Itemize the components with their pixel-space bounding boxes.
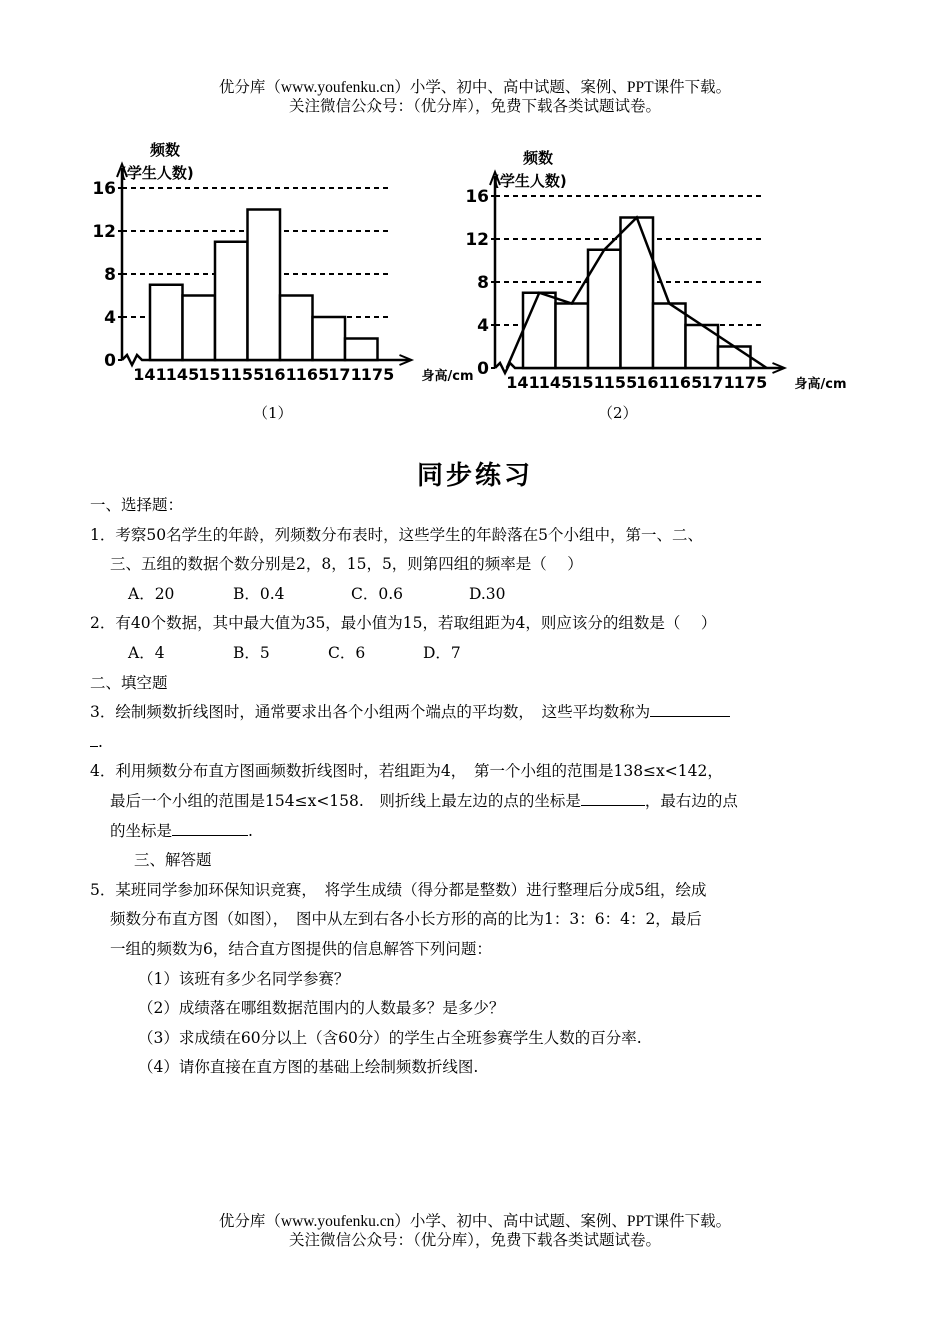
q1-line-2: 三、五组的数据个数分别是2，8，15，5，则第四组的频率是（ ） xyxy=(110,555,583,574)
page-footer xyxy=(0,1212,950,1250)
q1-line-1: 1．考察50名学生的年龄，列频数分布表时，这些学生的年龄落在5个小组中，第一、二、 xyxy=(90,525,703,544)
bar-5 xyxy=(280,296,313,361)
y-tick-label-0: 0 xyxy=(477,359,489,379)
x-tick-label-165: 165 xyxy=(295,365,330,384)
q5-sub-3: （3）求成绩在60分以上（含60分）的学生占全班参赛学生人数的百分率. xyxy=(138,1028,642,1047)
y-tick-label-4: 4 xyxy=(477,316,489,336)
x-tick-label-175: 175 xyxy=(360,365,395,384)
bar-1 xyxy=(150,285,183,360)
header-line-1: 优分库（www.youfenku.cn）小学、初中、高中试题、案例、PPT课件下载。 xyxy=(218,79,732,96)
y-tick-label-8: 8 xyxy=(477,273,489,293)
x-tick-label-165: 165 xyxy=(668,373,703,392)
q1-options xyxy=(90,580,865,610)
q2-line-1: 2．有40个数据，其中最大值为35，最小值为15，若取组距为4，则应该分的组数是（ ） xyxy=(90,614,717,633)
q5-line-3: 一组的频数为6，结合直方图提供的信息解答下列问题： xyxy=(110,939,492,958)
bar-3 xyxy=(215,242,248,360)
y-axis-label-line-2: (学生人数) xyxy=(493,172,567,190)
section-fill-heading: 二、填空题 xyxy=(90,673,168,692)
x-tick-label-145: 145 xyxy=(165,365,200,384)
x-tick-label-171: 171 xyxy=(328,365,362,384)
bar-4 xyxy=(621,218,654,369)
q3-blank xyxy=(650,698,730,717)
q4-text-b: ，最右边的点 xyxy=(644,791,738,810)
q3-blank-continued xyxy=(90,728,98,747)
q5-sub-2: （2）成绩落在哪组数据范围内的人数最多？是多少？ xyxy=(138,999,505,1018)
q2-option-a: A．4 xyxy=(128,643,165,662)
y-tick-label-12: 12 xyxy=(465,230,489,250)
x-tick-label-171: 171 xyxy=(701,373,735,392)
x-tick-label-151: 151 xyxy=(571,373,605,392)
y-axis-label-line-1: 频数 xyxy=(150,141,181,159)
page-title: 同步练习 xyxy=(416,461,533,491)
y-tick-label-0: 0 xyxy=(104,351,116,371)
bar-7 xyxy=(345,339,378,361)
q5-sub-1: （1）该班有多少名同学参赛？ xyxy=(138,969,350,988)
q3-line-2 xyxy=(90,728,865,758)
q3-period: . xyxy=(98,732,103,751)
x-tick-label-161: 161 xyxy=(263,365,297,384)
q5-sub-4: （4）请你直接在直方图的基础上绘制频数折线图. xyxy=(138,1058,479,1077)
q1-option-a: A．20 xyxy=(128,584,175,603)
q3-text: 3．绘制频数折线图时，通常要求出各个小组两个端点的平均数， 这些平均数称为 xyxy=(90,703,651,722)
section-choice-heading: 一、选择题： xyxy=(90,496,184,514)
q4-line-1: 4．利用频数分布直方图画频数折线图时，若组距为4， 第一个小组的范围是138≤x<142， xyxy=(90,762,723,781)
q2-option-b: B．5 xyxy=(233,643,270,662)
x-tick-label-151: 151 xyxy=(198,365,232,384)
x-axis-label: 身高/cm xyxy=(794,377,847,392)
q2-options xyxy=(90,639,865,669)
histogram-chart-1 xyxy=(92,138,472,388)
bar-6 xyxy=(313,317,346,360)
x-axis-label: 身高/cm xyxy=(421,369,474,384)
header-line-2: 关注微信公众号：（优分库），免费下载各类试题试卷。 xyxy=(288,98,661,115)
q1-option-c: C．0.6 xyxy=(351,584,404,603)
x-tick-label-145: 145 xyxy=(538,373,573,392)
chart-2-caption: （2） xyxy=(598,404,638,422)
q4-text-a: 最后一个小组的范围是154≤x<158. 则折线上最左边的点的坐标是 xyxy=(110,791,581,810)
histogram-1-svg xyxy=(92,138,472,388)
x-tick-label-155: 155 xyxy=(230,365,265,384)
q4-blank-left-point xyxy=(581,787,645,806)
x-tick-label-155: 155 xyxy=(603,373,638,392)
x-tick-label-141: 141 xyxy=(133,365,167,384)
bar-5 xyxy=(653,304,686,369)
q2-option-c: C．6 xyxy=(328,643,366,662)
histogram-chart-2 xyxy=(465,146,855,396)
bar-7 xyxy=(718,347,751,369)
q4-line-2 xyxy=(90,787,865,817)
x-tick-label-141: 141 xyxy=(506,373,540,392)
y-tick-label-16: 16 xyxy=(92,179,116,199)
x-tick-label-175: 175 xyxy=(733,373,768,392)
section-answer-heading: 三、解答题 xyxy=(134,851,212,870)
q2-option-d: D．7 xyxy=(423,643,461,662)
y-tick-label-16: 16 xyxy=(465,187,489,207)
y-axis-label-line-2: (学生人数) xyxy=(120,164,194,182)
footer-line-2: 关注微信公众号：（优分库），免费下载各类试题试卷。 xyxy=(288,1232,661,1249)
q3-line-1 xyxy=(90,698,865,728)
y-axis-label-line-1: 频数 xyxy=(523,149,554,167)
chart-1-caption: （1） xyxy=(253,404,293,422)
histogram-2-svg xyxy=(465,146,855,396)
footer-line-1: 优分库（www.youfenku.cn）小学、初中、高中试题、案例、PPT课件下载。 xyxy=(218,1213,732,1230)
q1-option-b: B．0.4 xyxy=(233,584,285,603)
q1-option-d: D.30 xyxy=(469,584,506,603)
bar-4 xyxy=(248,210,281,361)
y-tick-label-4: 4 xyxy=(104,308,116,328)
q4-text-c: 的坐标是 xyxy=(110,821,173,840)
q4-text-d: . xyxy=(248,821,253,840)
bar-2 xyxy=(556,304,589,369)
bar-2 xyxy=(183,296,216,361)
q5-line-1: 5．某班同学参加环保知识竞赛， 将学生成绩（得分都是整数）进行整理后分成5组，绘成 xyxy=(90,880,707,899)
q4-blank-right-point xyxy=(172,817,248,836)
exercise-body xyxy=(90,491,865,1083)
q4-line-3 xyxy=(90,817,865,847)
y-tick-label-12: 12 xyxy=(92,222,116,242)
page-header xyxy=(0,78,950,116)
q5-line-2: 频数分布直方图（如图）， 图中从左到右各小长方形的高的比为1：3：6：4：2，最后 xyxy=(110,910,702,929)
bar-1 xyxy=(523,293,556,368)
y-tick-label-8: 8 xyxy=(104,265,116,285)
x-tick-label-161: 161 xyxy=(636,373,670,392)
